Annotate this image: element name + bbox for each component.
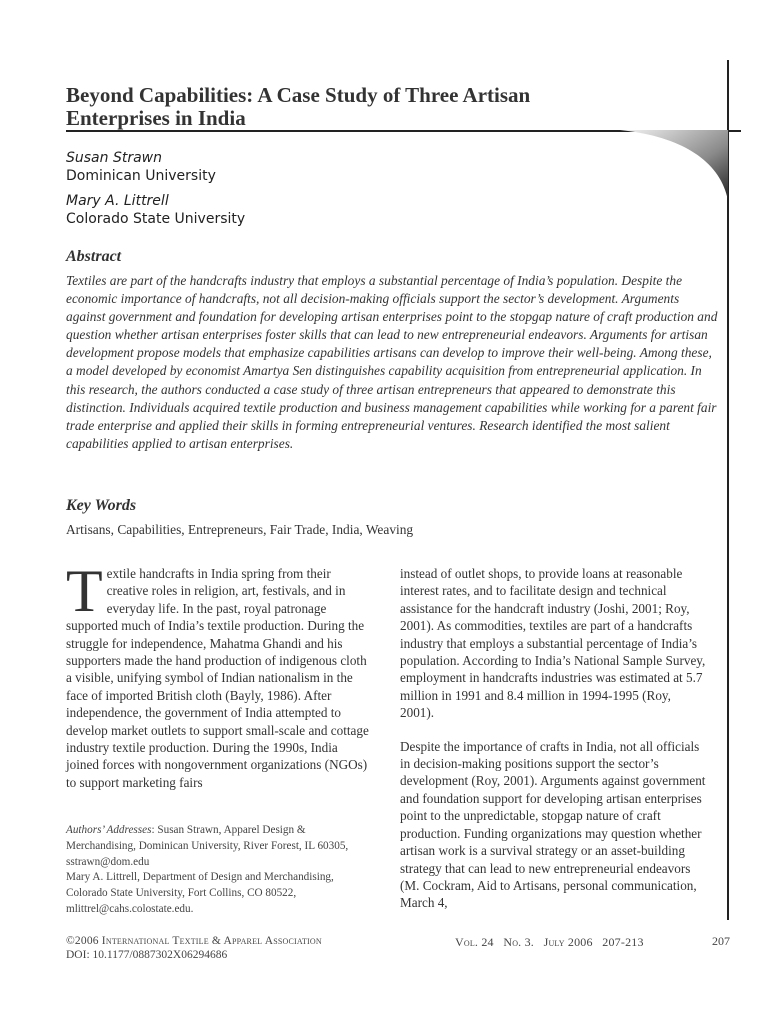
footer-volume-info: Vol. 24 No. 3. July 2006 207-213 xyxy=(455,935,644,949)
page-number: 207 xyxy=(712,934,730,948)
author-2-name: Mary A. Littrell xyxy=(66,193,169,209)
author-1-affiliation: Dominican University xyxy=(66,168,216,184)
author-1-name: Susan Strawn xyxy=(66,150,162,166)
page-curl-ornament xyxy=(620,130,728,200)
abstract-text: Textiles are part of the handcrafts industry that employs a substantial percentage of India’s population. Despite the economic importance of handcrafts, not all decision-making officials support the sector’s development. Arguments against government and foundation for developing artisan enterprises point to the stopgap nature of craft production and question whether artisan enterprises foster skills that can lead to new entrepreneurial endeavors. Arguments for artisan development propose models that emphasize capabilities artisans can develop to improve their well-being. Among these, a model developed by economist Amartya Sen distinguishes capability acquisition from entrepreneurial application. In this research, the authors conducted a case study of three artisan entrepreneurs that appeared to demonstrate this distinction. Individuals acquired textile production and business management capabilities while working for a parent fair trade enterprise and applied their skills in forming entrepreneurial ventures. Research identified the most salient capabilities applied to artisan enterprises. xyxy=(66,273,718,451)
addresses-label: Authors’ Addresses xyxy=(66,824,152,836)
intro-paragraph xyxy=(66,558,374,791)
body-paragraph-1: instead of outlet shops, to provide loans at reasonable interest rates, and to facilitate design and technical assistance for the handcraft industry (Joshi, 2001; Roy, 2001). As commodities, textiles are part of a handcrafts industry that employs a substantial percentage of India’s population. According to India’s National Sample Survey, employment in handcrafts industries was estimated at 5.7 million in 1991 and 8.4 million in 1994-1995 (Roy, 2001). xyxy=(400,566,706,721)
paper-title: Beyond Capabilities: A Case Study of Three Artisan Enterprises in India xyxy=(66,83,531,130)
keywords-heading: Key Words xyxy=(66,497,137,514)
author-2-affiliation: Colorado State University xyxy=(66,211,246,227)
abstract-heading: Abstract xyxy=(66,248,122,265)
drop-cap: T xyxy=(66,558,103,624)
keywords-text: Artisans, Capabilities, Entrepreneurs, Fair Trade, India, Weaving xyxy=(66,522,414,537)
address-line-2: Mary A. Littrell, Department of Design and Merchandising, Colorado State University, Fort Collins, CO 80522, mlittrel@cahs.colostate.edu. xyxy=(66,871,334,915)
footer-copyright: ©2006 International Textile & Apparel Association xyxy=(66,935,322,947)
body-column-left xyxy=(66,558,374,807)
body-column-right xyxy=(400,565,708,928)
authors-addresses xyxy=(66,823,376,918)
footer-doi: DOI: 10.1177/0887302X06294686 xyxy=(66,949,228,961)
intro-paragraph-text: extile handcrafts in India spring from their creative roles in religion, art, festivals, and in everyday life. In the past, royal patronage supported much of India’s textile production. During the struggle for independence, Mahatma Ghandi and his supporters made the hand production of indigenous cloth a visible, unifying symbol of Indian nationalism in the face of imported British cloth (Bayly, 1986). After independence, the government of India attempted to develop market outlets to support small-scale and cottage industry textile production. During the 1990s, India joined forces with nongovernment organizations (NGOs) to support marketing fairs xyxy=(66,566,369,790)
address-line-1: : Susan Strawn, Apparel Design & Merchandising, Dominican University, River Forest, IL 60305, sstrawn@dom.edu xyxy=(66,824,349,868)
body-paragraph-2: Despite the importance of crafts in India, not all officials in decision-making positions support the sector’s development (Roy, 2001). Arguments against government and foundation support for developing artisan enterprises point to the unpredictable, stopgap nature of craft production. Funding organizations may question whether artisan work is a survival strategy or an asset-building strategy that can lead to new entrepreneurial endeavors (M. Cockram, Aid to Artisans, personal communication, March 4, xyxy=(400,738,706,911)
